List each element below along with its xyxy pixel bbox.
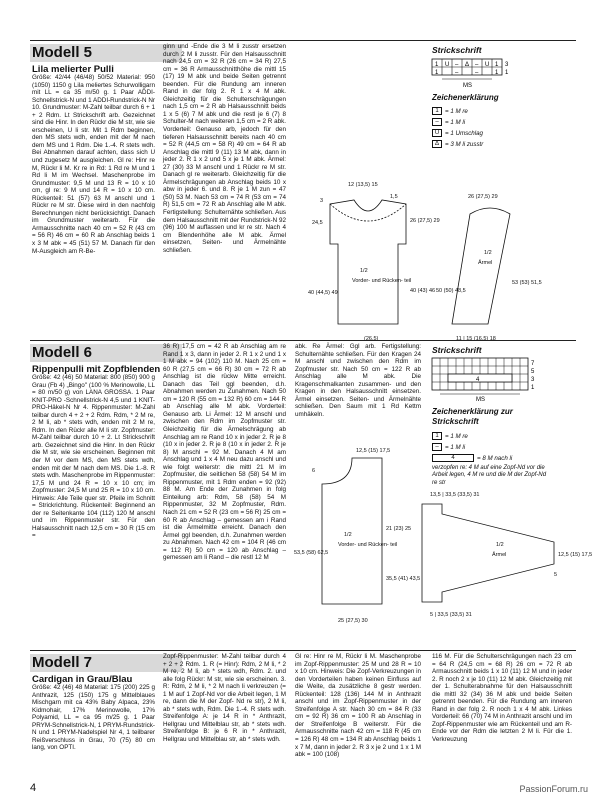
modell7-banner <box>30 654 182 672</box>
modell5-legend-row <box>432 140 483 148</box>
modell6-schematic <box>292 444 593 634</box>
modell5-section <box>30 44 576 344</box>
modell5-sleeve-top: 26 (27,5) 29 <box>468 194 498 200</box>
modell5-legend-row <box>432 107 468 115</box>
modell5-legend-symbol: – <box>432 118 442 126</box>
svg-text:–: – <box>455 70 459 76</box>
modell6-sleeve-name: Ärmel <box>492 552 507 558</box>
svg-text:Δ: Δ <box>465 62 470 68</box>
modell6-strickschrift-chart <box>430 356 540 402</box>
modell5-legend-text: = 1 M re <box>445 107 468 115</box>
modell5-legend-symbol: 1 <box>432 107 442 115</box>
modell6-sleeve-bot: 5 | 33,5 (33,5) 31 <box>430 612 472 618</box>
modell5-banner <box>30 44 182 62</box>
modell5-legend-symbol: Δ <box>432 140 442 148</box>
modell6-row-5: 5 <box>531 369 535 375</box>
modell6-legend-symbol: – <box>432 443 442 451</box>
modell5-schematic <box>290 174 576 344</box>
modell5-top-rule <box>30 40 576 41</box>
svg-text:1: 1 <box>435 70 439 76</box>
modell5-dim-shoulder-right: 1,5 <box>390 194 398 200</box>
modell7-section <box>30 654 576 778</box>
modell5-legend-text: = 1 M li <box>445 118 466 126</box>
modell5-sleeve-name: Ärmel <box>478 260 493 266</box>
modell5-legend-symbol: U <box>432 129 442 137</box>
modell6-title: Modell 6 <box>32 344 93 361</box>
modell6-row-3: 3 <box>531 377 535 383</box>
modell5-dim-small: 3 <box>320 198 324 204</box>
modell6-banner <box>30 344 182 362</box>
modell5-text-col1: Größe: 42/44 (46/48) 50/52 Material: 950 (1050) 1150 g Lila meliertes Schurwolligarn mit LL = ca 35 m/50 g. 1 Paar ADDI-Schnellstrick-N und 1 ADDI-Rundstrick-N Nr 10. Grundmuster: M-Zahl teilbar durch 6 + 1 + 2 Rdm. Lt Strickschrift arb. Gezeichnet sind die Hinr. In den Rückr die M str, wie sie erscheinen, U li str. Mit 1 Rdm beginnen, den MS stets wdh, enden mit der M nach dem MS und 1 Rdm. Die 1.-4. R stets wdh. Bei Abnahmen darauf achten, dass sich U und zugesetz M ausgleichen. Gl re: Hinr re M, Rückr li M. Kr re in Rd: 1 Rd re M und 1 Rd li M im Wechsel. Maschenprobe im Grundmuster: 9,5 M und 13 R = 10 x 10 cm, gl re: 9 M und 14 R = 10 x 10 cm. Rückenteil: 51 (57) 63 M anschl und 1 Rückr re M str. Diese wird in den nachfolg Berechnungen nicht berücksichtigt. Danach im Grundmuster weiterarb. Für die Armausschnitte nach 40 cm = 52 R (43 cm = 56 R) 46 cm = 60 R ab Anschlag beids 1 x 3 M abk = 45 (51) 57 M. Danach für den M-Ausgleich am R-Be- <box>32 74 155 255</box>
modell5-dim-40: 40 (44,5) 49 <box>308 290 338 296</box>
modell5-legend-title: Zeichenerklärung <box>432 93 499 102</box>
modell6-sleeve-half: 1/2 <box>496 542 504 548</box>
modell6-dim-body: 21 (23) 25 <box>386 526 412 532</box>
modell6-legend-row <box>432 432 468 440</box>
page-number: 4 <box>30 782 37 794</box>
svg-text:4: 4 <box>476 377 480 383</box>
modell6-legend-symbol: 4 <box>432 454 474 462</box>
watermark: PassionForum.ru <box>519 784 588 794</box>
modell5-sleeve-h: 53 (53) 51,5 <box>512 280 542 286</box>
modell6-dim-neck: 6 <box>312 468 316 474</box>
modell5-dim-body: 40 (43) 46 <box>410 288 436 294</box>
modell6-row-7: 7 <box>531 361 535 367</box>
modell6-front-label: Vorder- und Rücken- teil <box>338 542 398 548</box>
modell5-strickschrift-title: Strickschrift <box>432 45 482 55</box>
modell7-text-col1: Größe: 42 (46) 48 Material: 175 (200) 225 g Anthrazit, 125 (150) 175 g Mittelblaues Mischgarn mit ca 43% Baby Alpaca, 23% Kidmohair, 17% Merinowolle, 17% Polyamid, LL = ca 95 m/25 g. 1 Paar PRYM-Schnellstrick-N, 1 PRYM-Rundstrick-N und 1 PRYM-Nadelspiel Nr 4, 1 teilbarer Reißverschluss in Grau, 70 (75) 80 cm lang, von OPTI. <box>32 684 155 752</box>
modell5-text-col2: ginn und -Ende die 3 M li zusstr ersetzen durch 2 M li zusstr. Für den Halsausschnitt nach 24,5 cm = 32 R (26 cm = 34 R) 27,5 cm = 36 R Armausschnitthöhe die mittl 15 (17) 19 M abk und beide Seiten getrennt beenden. Für die Rundung am inneren Rand in der folg 2. R 1 x 4 M abk. Gleichzeitig für die Schulterschrägungen nach 1,5 cm = 2 R ab Halsausschnitt beids 1 x 5 (6) 7 M abk und die restl je 6 (7) 8 Schulter-M nach weiteren 1,5 cm = 2 R abk. Vorderteil: Genauso arb, jedoch für den tieferen Halsausschnitt bereits nach 40 cm = 52 R (44,5 cm = 58 R) 49 cm = 64 R ab Anschlag die mittl 9 (11) 13 M abk, dann in jeder 2. R 1 x 2 und 5 x je 1 M abk. Ärmel: 27 (30) 33 M anschl und 1 Rückr re M str. Danach gl re weiterarb. Gleichzeitig für die Ärmelschrägungen ab Anschlag beids 10 x abw in jeder 6. und 8. R je 1 M zun = 47 (50) 53 M. Nach 53 cm = 74 R (53 cm = 74 R) 51,5 cm = 72 R ab Anschlag alle M abk. Fertigstellung: Schulternähte schließen. Aus dem Halsausschnitt mit der Rundstrick-N 92 (96) 100 M auffassen und kr re str. Nach 4 cm Blendenhöhe alle M abk. Ärmel einsetzen, Seiten- und Ärmelnähte schließen. <box>163 43 286 254</box>
modell6-text-col1: Größe: 42 (46) 50 Material: 800 (850) 900 g Grau (Fb 4) „Bingo" (100 % Merinowolle, LL = 80 m/50 g) von LANA GROSSA. 1 Paar KNIT-PRO -Schnellstrick-N 4,5 und 1 KNIT-PRO-Häkel-N Nr 4. Rippenmuster: M-Zahl teilbar durch 4 + 2 + 2 Rdm. Rdm, * 2 M re, 2 M li, ab * stets wdh, enden mit 2 M re, Rdm. In den Rückr alle M li str. Zopfmuster: M-Zahl teilbar durch 10 + 2. Lt Strickschrift arb. Gezeichnet sind die Hinr. In den Rückr die M str, wie sie erscheinen. Beginnen mit der M vor dem MS, den MS stets wdh, enden mit der M nach dem MS. Die 1.-8. R stets wdh. Maschenprobe im Rippenmuster: 17,5 M und 24 R = 10 x 10 cm; im Zopfmuster: 24,5 M und 25 R = 10 x 10 cm. Hinweis: Alle Teile quer str. Pfeile im Schnitt = Strickrichtung. Rückenteil: Beginnend an der re Seitenkante 104 (112) 120 M anschl und im Rippenmuster str. Für den Halsausschnitt nach 12,5 cm = 30 R (15 cm = <box>32 374 155 540</box>
svg-text:1: 1 <box>435 62 439 68</box>
modell6-dim-top: 12,5 (15) 17,5 <box>356 448 391 454</box>
modell5-legend-row <box>432 129 483 137</box>
modell6-top-rule <box>30 340 576 341</box>
modell6-half: 1/2 <box>344 532 352 538</box>
modell5-dim-neck: 12 (13,5) 15 <box>348 182 378 188</box>
modell6-legend-symbol: 1 <box>432 432 442 440</box>
modell5-subtitle: Lila melierter Pulli <box>32 64 114 75</box>
modell5-sleeve-half: 1/2 <box>484 250 492 256</box>
modell7-text-col3: Gl re: Hinr re M, Rückr li M. Maschenprobe im Zopf-Rippenmuster: 25 M und 28 R = 10 x 10 cm. Hinweis: Die Zopf-Verkreuzungen in den Vorderteilen haben keinen Einfluss auf die Weite, da zusätzliche 8 gestr werden. Rückenteil: 128 (136) 144 M in Anthrazit anschl und im Zopf-Rippenmuster in der Streifenfolge A str. Nach 30 cm = 84 R (33 cm = 92 R) 36 cm = 100 R ab Anschlag in der Streifenfolge B weiterstr. Für die Armausschnitte nach 42 cm = 118 R (45 cm = 126 R) 48 cm = 134 R ab Anschlag beids 1 x 7 M, dann in jeder 2. R 3 x je 2 und 1 x 1 M abk = 100 (108) <box>295 653 421 759</box>
svg-text:U: U <box>445 62 450 68</box>
modell5-row-3: 3 <box>505 62 509 68</box>
modell5-legend-text: = 1 Umschlag <box>445 129 484 137</box>
modell6-sleeve-a: 12,5 (15) 17,5 <box>558 552 593 558</box>
svg-text:1: 1 <box>495 70 499 76</box>
modell6-row-1: 1 <box>531 385 535 391</box>
modell6-dim-middle: 35,5 (41) 43,5 <box>386 576 421 582</box>
modell6-legend-note: verzopfen re: 4 M auf eine Zopf-Nd vor die Arbeit legen, 4 M re und die M der Zopf-Nd re str <box>432 465 547 486</box>
modell5-ms-label: MS <box>463 83 472 89</box>
modell5-width: (26,5) <box>364 336 379 342</box>
svg-text:U: U <box>485 62 490 68</box>
modell5-half: 1/2 <box>360 268 368 274</box>
modell5-row-1: 1 <box>505 70 509 76</box>
modell6-sleeve-b: 5 <box>554 572 558 578</box>
modell6-dim-bottom: 25 (27,5) 30 <box>338 618 368 624</box>
modell6-ms-label: MS <box>476 397 485 403</box>
modell6-legend-text: = 8 M nach li <box>477 454 513 462</box>
modell5-front-label: Vorder- und Rücken- teil <box>352 278 412 284</box>
modell6-dim-total: 53,5 (58) 62,5 <box>294 550 329 556</box>
modell7-title: Modell 7 <box>32 654 93 671</box>
modell6-sleeve-top: 13,5 | 33,5 (33,5) 31 <box>430 492 480 498</box>
modell6-legend-text: = 1 M re <box>445 432 468 440</box>
svg-text:–: – <box>475 62 479 68</box>
modell6-strickschrift-title: Strickschrift <box>432 345 482 355</box>
modell7-subtitle: Cardigan in Grau/Blau <box>32 674 133 685</box>
modell5-dim-24: 24,5 <box>312 220 323 226</box>
modell7-top-rule <box>30 650 576 651</box>
modell7-text-col4: 116 M. Für die Schulterschrägungen nach 23 cm = 64 R (24,5 cm = 68 R) 26 cm = 72 R ab Armausschnitt beids 1 x 10 (11) 12 M und in jeder 2. R noch 2 x je 10 (11) 12 M abk. Gleichzeitig mit der 1. Schulterabnahme für den Halsausschnitt die mittl 32 (34) 36 M abk und beide Seiten getrennt beenden. Für die Rundung am inneren Rand in der folg 2. R noch 1 x 4 M abk. Linkes Vorderteil: 66 (70) 74 M in Anthrazit anschl und im Zopf-Rippenmuster wie am Rückenteil und am R-Ende vor der Rdm die letzten 2 M li. Für die 1. Verkreuzung <box>432 653 572 744</box>
modell6-legend-title: Zeichenerklärung zur Strickschrift <box>432 407 513 426</box>
svg-text:1: 1 <box>495 62 499 68</box>
modell5-title: Modell 5 <box>32 44 93 61</box>
modell6-text-col2: 36 R) 17,5 cm = 42 R ab Anschlag am re Rand 1 x 3, dann in jeder 2. R 1 x 2 und 1 x 1 M abk = 94 (102) 110 M. Nach 25 cm = 60 R (27,5 cm = 66 R) 30 cm = 72 R ab Anschlag ist die rückw Mitte erreicht. Danach das Teil ggl beenden, d.h. Abnahmen werden zu Zunahmen. Nach 50 cm = 120 R (55 cm = 132 R) 60 cm = 144 R ab Anschlag alle M abk. Vorderteil: Genauso arb. Li Ärmel: 12 M anschl und zwischen den Rdm im Zopfmuster str. Gleichzeitig für die Ärmelschrägung ab Anschlag am re Rand 10 x in jeder 2. R je 8 (10 x in jeder 2. R je 8 (10 x in jeder 2. R je 8) M anschl = 92 M. Danach 4 M am Anschlag und 1 x 4 M neu dazu anschl und wie folgt weiterstr: die mittl 21 M im Zopfmuster, die seitlichen 58 (58) 54 M im Rippenmuster, mit 1 Rdm enden = 92 (92) 88 M. Am Ende der Zunahmen in folg Einteilung arb: Rdm, 58 (58) 54 M Rippenmuster, 32 M Zopfmuster, Rdm. Nach 21 cm = 52 R (23 cm = 56 R) 25 cm = 60 R ab Anschlag – gemessen am i Rand ist die Ärmelmitte erreicht. Danach den Ärmel ggl beenden, d.h. Zunahmen werden zu Abnahmen. Nach 42 cm = 104 R (46 cm = 112 R) 50 cm = 120 ab Anschlag – gemessen am li Rand – die restl 12 M <box>163 343 286 562</box>
modell6-section <box>30 343 593 652</box>
modell5-cuff: 11 | 15 (16,5) 18 <box>456 336 496 342</box>
modell7-text-col2: Zopf-Rippenmuster: M-Zahl teilbar durch 4 + 2 + 2 Rdm. 1. R (= Hinr): Rdm, 2 M li, * 2 M re, 2 M li, ab * stets wdh, Rdm. 2. und alle folg Rückr: M str, wie sie erscheinen. 3. R: Rdm, 2 M li, * 2 M nach li verkreuzen (= 1 M auf 1 Zopf-Nd vor die Arbeit legen, 1 M re, dann die M der Zopf- Nd re str), 2 M li, ab * stets wdh, Rdm. Die 1.-4. R stets wdh. Streifenfolge A: je 14 R in * Anthrazit, Hellgrau und Mittelblau str, ab * stets wdh. Streifenfolge B: je 6 R in * Anthrazit, Hellgrau und Mittelblau str, ab * stets wdh. <box>163 653 286 744</box>
modell5-strickschrift-chart <box>430 57 510 89</box>
svg-text:–: – <box>455 62 459 68</box>
modell5-legend-row <box>432 118 465 126</box>
modell6-subtitle: Rippenpulli mit Zopfblenden <box>32 364 161 375</box>
modell5-legend-text: = 3 M li zusstr <box>445 140 484 148</box>
modell5-dim-armhole: 26 (27,5) 29 <box>410 218 440 224</box>
svg-text:–: – <box>475 70 479 76</box>
modell6-legend-text: = 1 M li <box>445 443 466 451</box>
modell5-dim-total: 50 (50) 48,5 <box>436 288 466 294</box>
modell6-text-col3: abk. Re Ärmel: Ggl arb. Fertigstellung: Schulternähte schließen. Für den Kragen 24 M anschl und zwischen den Rdm im Zopfmuster str. Nach 50 cm = 122 R ab Anschlag alle M abk. Die Kragenschmalkanten zusammen- und den Kragen in den Halsausschnitt einsetzen. Ärmel einsetzen. Seiten- und Ärmelnähte schließen. Den Saum mit 1 Rd Kettm umhäkeln. <box>295 343 421 418</box>
